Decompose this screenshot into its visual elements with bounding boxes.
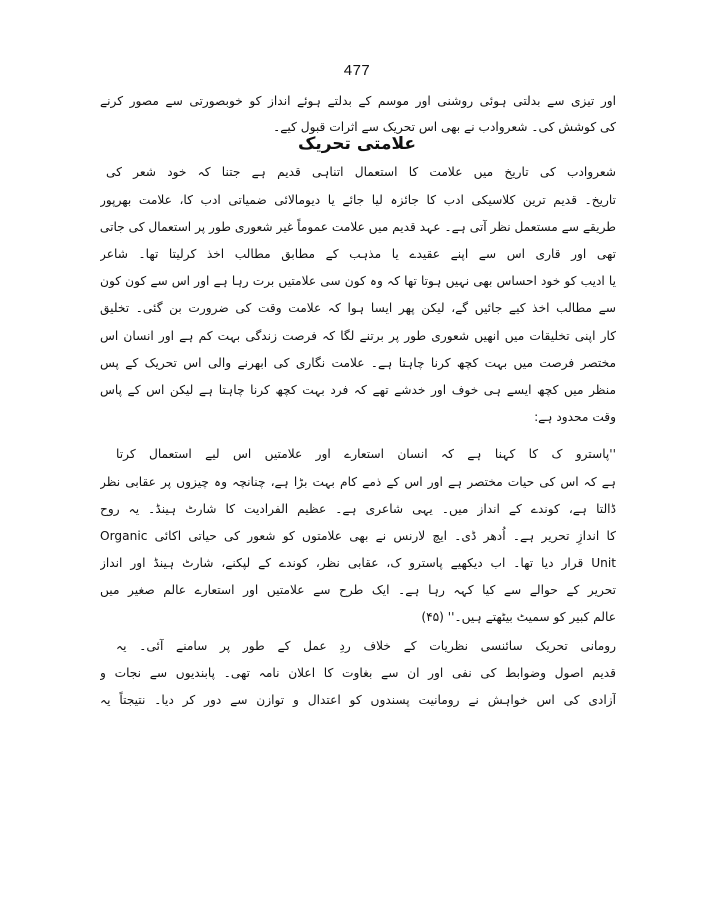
paragraph-line: وقت محدود ہے: [534,410,616,424]
quote-line: ڈالتا ہے، کوندے کے انداز میں۔ یہی شاعری ہے۔ عظیم الفرادیت کا شارٹ ہینڈ۔ یہ روح [100,502,616,516]
quote-line: ہے کہ اس کی حیات مختصر ہے اور اس کے ذمے کام بہت بڑا ہے، چنانچہ وہ چیزوں پر عقابی نظر [100,475,616,489]
paragraph-line: اور تیزی سے بدلتی ہوئی روشنی اور موسم کے بدلتے ہوئے انداز کو خوبصورتی سے مصور کرنے [100,94,616,108]
paragraph-line: سے مطالب اخذ کیے جائیں گے، لیکن پھر ایسا ہوا کہ علامت وقت کی ضرورت بن گئی۔ تخلیق [100,301,616,315]
quote-line: تحریر کے حوالے سے کیا کہہ رہا ہے۔ ایک طرح سے علامتیں اور استعارے عالم صغیر میں [100,583,616,597]
quote-line: عالم کبیر کو سمیٹ بیٹھتے ہیں۔'' (۴۵) [421,610,616,624]
page-number: 477 [343,62,371,79]
paragraph-line: مختصر فرصت میں بہت کچھ کرنا چاہتا ہے۔ علامت نگاری کی ابھرنے والی اس تحریک کے پس [100,356,616,370]
paragraph-line: کی کوشش کی۔ شعروادب نے بھی اس تحریک سے اثرات قبول کیے۔ [273,120,616,134]
paragraph-line: منظر میں کچھ ایسے ہی خوف اور خدشے تھے کہ فرد بہت کچھ کرنا چاہتا ہے لیکن اس کے پاس [100,383,616,397]
paragraph-line: شعروادب کی تاریخ میں علامت کا استعمال اتناہی قدیم ہے جتنا کہ خود شعر کی [106,165,616,179]
paragraph-line: تاریخ۔ قدیم ترین کلاسیکی ادب کا جائزہ لیا جائے یا دیومالائی ضمیاتی ادب کا، علامت بھرپور [100,193,616,207]
paragraph-line: رومانی تحریک سائنسی نظریات کے خلاف ردِ عمل کے طور پر سامنے آئی۔ یہ [116,639,616,653]
paragraph-line: طریقے سے مستعمل نظر آتی ہے۔ عہد قدیم میں علامت عموماً غیر شعوری طور پر استعمال کی جاتی [100,220,616,234]
paragraph-line: تھی اور قاری اس سے اپنے عقیدے یا مذہب کے مطابق مطالب اخذ کرلیتا تھا۔ شاعر [100,247,616,261]
quote-line: کا اندازِ تحریر ہے۔ اُدھر ڈی۔ ایچ لارنس نے بھی علامتوں کو شعور کی حیاتی اکائی Organic [100,529,616,543]
paragraph-line: آزادی کی اس خواہش نے رومانیت پسندوں کو اعتدال و توازن سے دور کر دیا۔ نتیجتاً یہ [100,693,616,707]
paragraph-line: قدیم اصول وضوابط کی نفی اور ان سے بغاوت کا اعلان نامہ تھی۔ پابندیوں سے نجات و [100,666,616,680]
section-heading: علامتی تحریک [297,134,417,154]
quote-line: ''پاسترو ک کا کہنا ہے کہ انسان استعارے اور علامتیں اس لیے استعمال کرتا [116,447,616,461]
quote-line: Unit قرار دیا تھا۔ اب دیکھیے پاسترو ک، عقابی نظر، کوندے کے لپکنے، شارٹ ہینڈ اور انداز [100,556,616,570]
paragraph-line: یا ادیب کو خود احساس بھی نہیں ہوتا تھا کہ وہ کون سی علامتیں برت رہا ہے اور اس سے کون کون [100,274,616,288]
paragraph-line: کار اپنی تخلیقات میں انھیں شعوری طور پر برتنے لگا کہ فرصت زندگی بہت کم ہے اور انسان اس [100,329,616,343]
